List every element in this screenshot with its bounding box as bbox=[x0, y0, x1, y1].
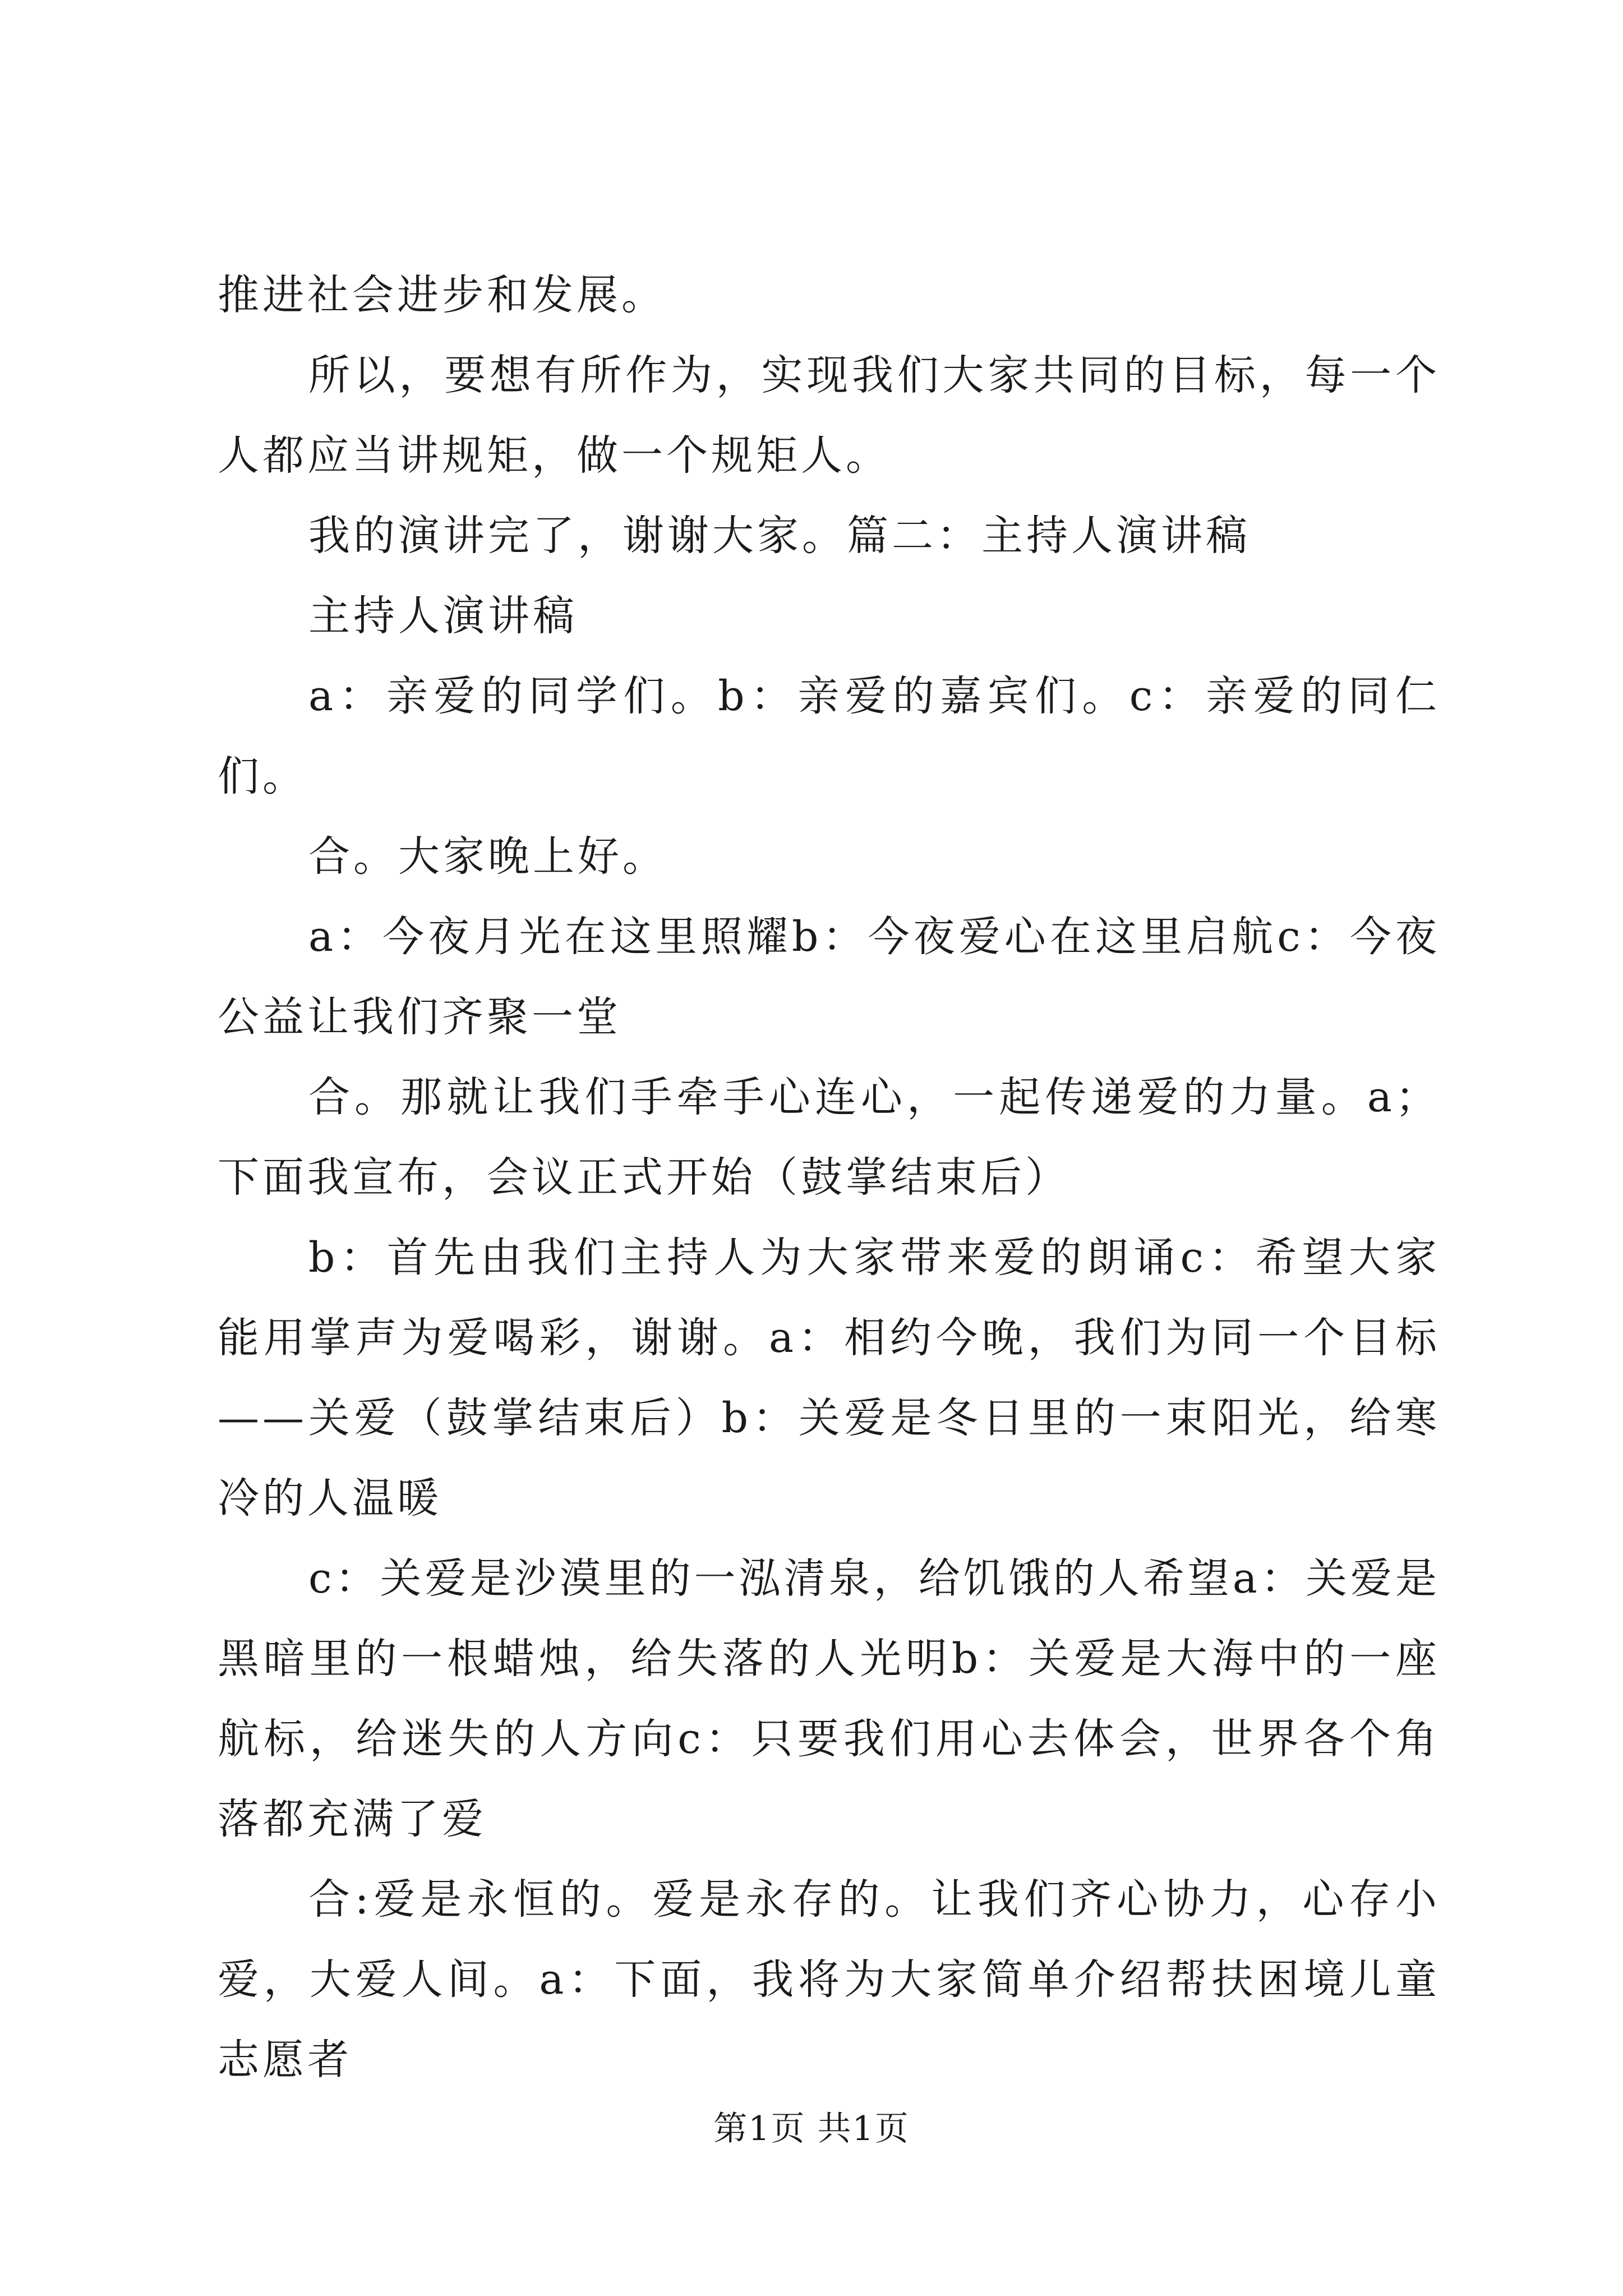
document-body bbox=[218, 255, 1440, 2100]
paragraph: b：首先由我们主持人为大家带来爱的朗诵c：希望大家能用掌声为爱喝彩，谢谢。a：相约今晚，我们为同一个目标——关爱（鼓掌结束后）b：关爱是冬日里的一束阳光，给寒冷的人温暖 bbox=[218, 1234, 1440, 1522]
page-footer: 第1页 共1页 bbox=[713, 2109, 910, 2148]
paragraph: 所以，要想有所作为，实现我们大家共同的目标，每一个人都应当讲规矩，做一个规矩人。 bbox=[218, 351, 1440, 480]
paragraph: a：今夜月光在这里照耀b：今夜爱心在这里启航c：今夜公益让我们齐聚一堂 bbox=[218, 913, 1440, 1041]
paragraph: 主持人演讲稿 bbox=[308, 592, 578, 640]
paragraph: 推进社会进步和发展。 bbox=[218, 271, 666, 319]
paragraph: 合。大家晚上好。 bbox=[308, 832, 667, 881]
paragraph: c：关爱是沙漠里的一泓清泉，给饥饿的人希望a：关爱是黑暗里的一根蜡烛，给失落的人光明b：关爱是大海中的一座航标，给迷失的人方向c：只要我们用心去体会，世界各个角落都充满了爱 bbox=[218, 1554, 1440, 1843]
paragraph: 合。那就让我们手牵手心连心，一起传递爱的力量。a；下面我宣布，会议正式开始（鼓掌结束后） bbox=[218, 1073, 1440, 1202]
paragraph: a：亲爱的同学们。b：亲爱的嘉宾们。c：亲爱的同仁们。 bbox=[218, 672, 1440, 800]
paragraph: 合:爱是永恒的。爱是永存的。让我们齐心协力，心存小爱，大爱人间。a：下面，我将为大家简单介绍帮扶困境儿童志愿者 bbox=[218, 1875, 1440, 2084]
paragraph: 我的演讲完了，谢谢大家。篇二：主持人演讲稿 bbox=[308, 512, 1251, 560]
